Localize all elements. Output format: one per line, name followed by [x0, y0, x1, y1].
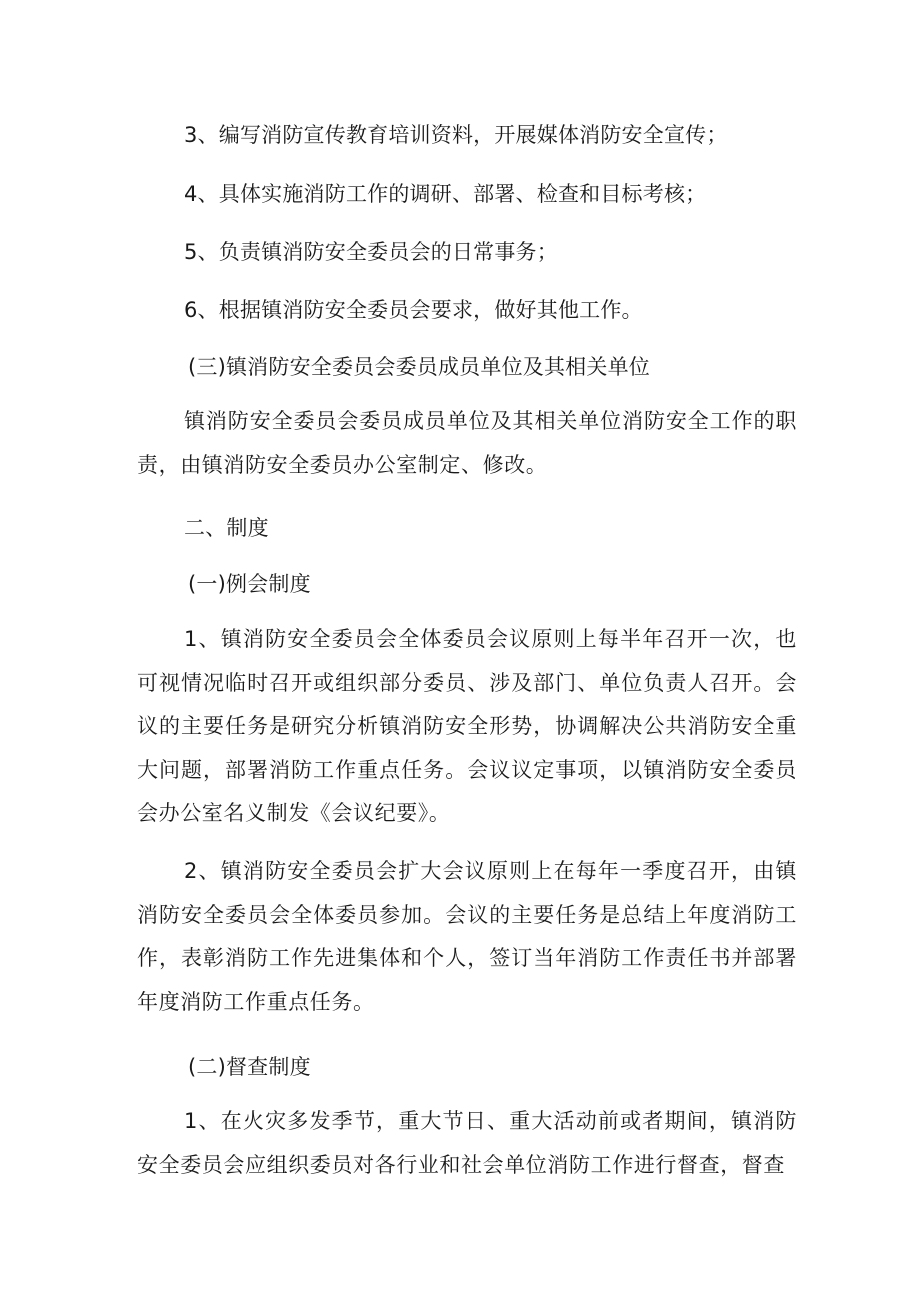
list-item-4: 4、具体实施消防工作的调研、部署、检查和目标考核；	[184, 182, 707, 206]
list-item-5: 5、负责镇消防安全委员会的日常事务；	[184, 240, 558, 264]
meeting-paragraph-1: 1、镇消防安全委员会全体委员会议原则上每半年召开一次，也可视情况临时召开或组织部分委员、涉及部门、单位负责人召开。会议的主要任务是研究分析镇消防安全形势，协调解决公共消防安全重大问题，部署消防工作重点任务。会议议定事项，以镇消防安全委员会办公室名义制发《会议纪要》。	[137, 627, 797, 825]
list-item-3: 3、编写消防宣传教育培训资料，开展媒体消防安全宣传；	[184, 123, 728, 147]
inspection-paragraph-1: 1、在火灾多发季节，重大节日、重大活动前或者期间，镇消防安全委员会应组织委员对各行业和社会单位消防工作进行督查，督查	[137, 1109, 797, 1177]
subsection-3-paragraph: 镇消防安全委员会委员成员单位及其相关单位消防安全工作的职责，由镇消防安全委员办公室制定、修改。	[137, 409, 797, 477]
subsection-2-heading: (二)督查制度	[188, 1055, 311, 1079]
section-2-heading: 二、制度	[184, 516, 269, 540]
list-item-6: 6、根据镇消防安全委员会要求，做好其他工作。	[184, 298, 643, 322]
subsection-1-heading: (一)例会制度	[188, 572, 311, 596]
meeting-paragraph-2: 2、镇消防安全委员会扩大会议原则上在每年一季度召开，由镇消防安全委员会全体委员参加。会议的主要任务是总结上年度消防工作，表彰消防工作先进集体和个人，签订当年消防工作责任书并部署年度消防工作重点任务。	[137, 859, 797, 1014]
subsection-3-heading: (三)镇消防安全委员会委员成员单位及其相关单位	[188, 355, 650, 379]
